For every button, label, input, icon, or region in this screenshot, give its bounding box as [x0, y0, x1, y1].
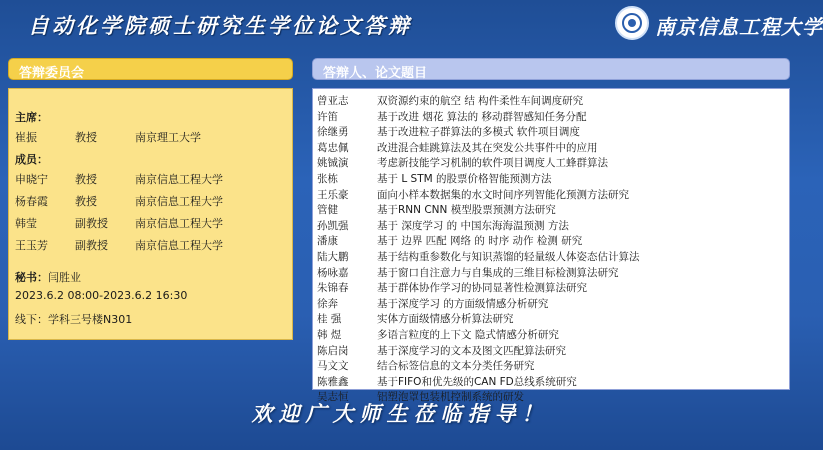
- student-name: 韩 煜: [317, 328, 342, 341]
- member-name: 韩莹: [15, 217, 37, 230]
- thesis-row: [313, 342, 789, 358]
- member-row: [9, 215, 289, 233]
- university-logo-text: 南京信息工程大学: [655, 15, 823, 39]
- thesis-row: [313, 154, 789, 170]
- thesis-topic: 基于 边界 匹配 网络 的 时序 动作 检测 研究: [377, 235, 583, 248]
- member-name: 杨春霞: [15, 195, 48, 208]
- member-org: 南京信息工程大学: [135, 239, 223, 252]
- thesis-row: [313, 186, 789, 202]
- student-name: 陈雅鑫: [317, 375, 349, 388]
- chair-name: 崔振: [15, 131, 37, 144]
- secretary-name: 闫胜业: [48, 271, 81, 284]
- member-name: 王玉芳: [15, 239, 48, 252]
- student-name: 杨咏嘉: [317, 266, 349, 279]
- thesis-topic: 考虑新技能学习机制的软件项目调度人工蜂群算法: [377, 157, 608, 170]
- secretary-label: 秘书：: [15, 271, 48, 284]
- thesis-row: [313, 279, 789, 295]
- thesis-topic: 基于RNN CNN 模型股票预测方法研究: [377, 204, 556, 217]
- student-name: 桂 强: [317, 313, 342, 326]
- members-label: 成员：: [15, 153, 48, 166]
- member-org: 南京信息工程大学: [135, 217, 223, 230]
- chair-row: [9, 129, 289, 147]
- member-org: 南京信息工程大学: [135, 195, 223, 208]
- thesis-row: [313, 264, 789, 280]
- thesis-topic: 双资源约束的航空 结 构件柔性车间调度研究: [377, 95, 584, 107]
- student-name: 陈启岗: [317, 344, 349, 357]
- thesis-row: [313, 92, 789, 108]
- university-logo: [615, 6, 823, 42]
- member-org: 南京信息工程大学: [135, 173, 223, 186]
- thesis-topic: 改进混合蛙跳算法及其在突发公共事件中的应用: [377, 141, 598, 154]
- student-name: 徐奔: [317, 297, 338, 310]
- member-title: 副教授: [75, 217, 108, 230]
- thesis-row: [313, 310, 789, 326]
- thesis-row: [313, 139, 789, 155]
- thesis-topic: 基于深度学习的文本及图文匹配算法研究: [377, 344, 566, 357]
- thesis-topic: 基于深度学习 的方面级情感分析研究: [377, 297, 549, 310]
- thesis-row: [313, 326, 789, 342]
- student-name: 马文文: [317, 360, 349, 373]
- university-emblem-icon: [615, 6, 649, 40]
- member-title: 教授: [75, 173, 97, 186]
- header-bar: [0, 0, 823, 48]
- thesis-row: [313, 217, 789, 233]
- student-name: 孙凯强: [317, 219, 349, 232]
- student-name: 陆大鹏: [317, 250, 349, 263]
- thesis-topic: 铝塑泡罩包装机控制系统的研发: [377, 391, 524, 404]
- thesis-topic: 基于FIFO和优先级的CAN FD总线系统研究: [377, 375, 577, 388]
- student-name: 朱锦春: [317, 282, 349, 295]
- member-name: 申晓宁: [15, 173, 48, 186]
- thesis-topic: 基于改进粒子群算法的多模式 软件项目调度: [377, 126, 580, 139]
- student-name: 管健: [317, 204, 338, 217]
- student-name: 潘康: [317, 235, 338, 248]
- chair-title: 教授: [75, 131, 97, 144]
- thesis-row: [313, 123, 789, 139]
- welcome-banner: 欢迎广大师生莅临指导！: [251, 401, 549, 426]
- thesis-topic: 基于结构重参数化与知识蒸馏的轻量级人体姿态估计算法: [377, 250, 640, 263]
- committee-heading: 答辩委员会: [8, 58, 293, 80]
- thesis-topic: 基于群体协作学习的协同显著性检测算法研究: [377, 282, 587, 295]
- thesis-topic: 基于 深度学习 的 中国东海海温预测 方法: [377, 219, 569, 232]
- thesis-row: [313, 170, 789, 186]
- chair-org: 南京理工大学: [135, 131, 201, 144]
- committee-panel: [8, 88, 293, 340]
- secretary-row: [15, 269, 81, 285]
- thesis-topic: 多语言粒度的上下文 隐式情感分析研究: [377, 328, 559, 341]
- student-name: 吴志恒: [317, 391, 349, 404]
- defense-location: 线下：学科三号楼N301: [15, 313, 133, 326]
- page-title: 自动化学院硕士研究生学位论文答辩: [28, 14, 412, 38]
- thesis-row: [313, 373, 789, 389]
- student-name: 徐继勇: [317, 126, 349, 139]
- thesis-row: [313, 201, 789, 217]
- member-row: [9, 237, 289, 255]
- thesis-row: [313, 357, 789, 373]
- student-name: 曾亚志: [317, 95, 349, 107]
- student-name: 许笛: [317, 110, 338, 123]
- theses-heading: 答辩人、论文题目: [312, 58, 790, 80]
- member-title: 教授: [75, 195, 97, 208]
- member-row: [9, 171, 289, 189]
- thesis-topic: 面向小样本数据集的水文时间序列智能化预测方法研究: [377, 188, 629, 201]
- defense-time: 2023.6.2 08:00-2023.6.2 16:30: [15, 289, 188, 302]
- thesis-topic: 基于 L STM 的股票价格智能预测方法: [377, 172, 552, 185]
- student-name: 王乐豪: [317, 188, 349, 201]
- student-name: 葛忠佩: [317, 141, 349, 154]
- thesis-topic: 结合标签信息的文本分类任务研究: [377, 360, 535, 373]
- thesis-row: [313, 108, 789, 124]
- member-title: 副教授: [75, 239, 108, 252]
- student-name: 姚铖演: [317, 157, 349, 170]
- student-name: 张栋: [317, 172, 338, 185]
- thesis-row: [313, 232, 789, 248]
- chair-label: 主席：: [15, 111, 48, 124]
- thesis-row: [313, 248, 789, 264]
- member-row: [9, 193, 289, 211]
- thesis-topic: 基于改进 烟花 算法的 移动群智感知任务分配: [377, 110, 587, 123]
- thesis-row: [313, 295, 789, 311]
- theses-panel: [312, 88, 790, 404]
- thesis-topic: 实体方面级情感分析算法研究: [377, 313, 514, 326]
- thesis-topic: 基于窗口自注意力与自集成的三维目标检测算法研究: [377, 266, 619, 279]
